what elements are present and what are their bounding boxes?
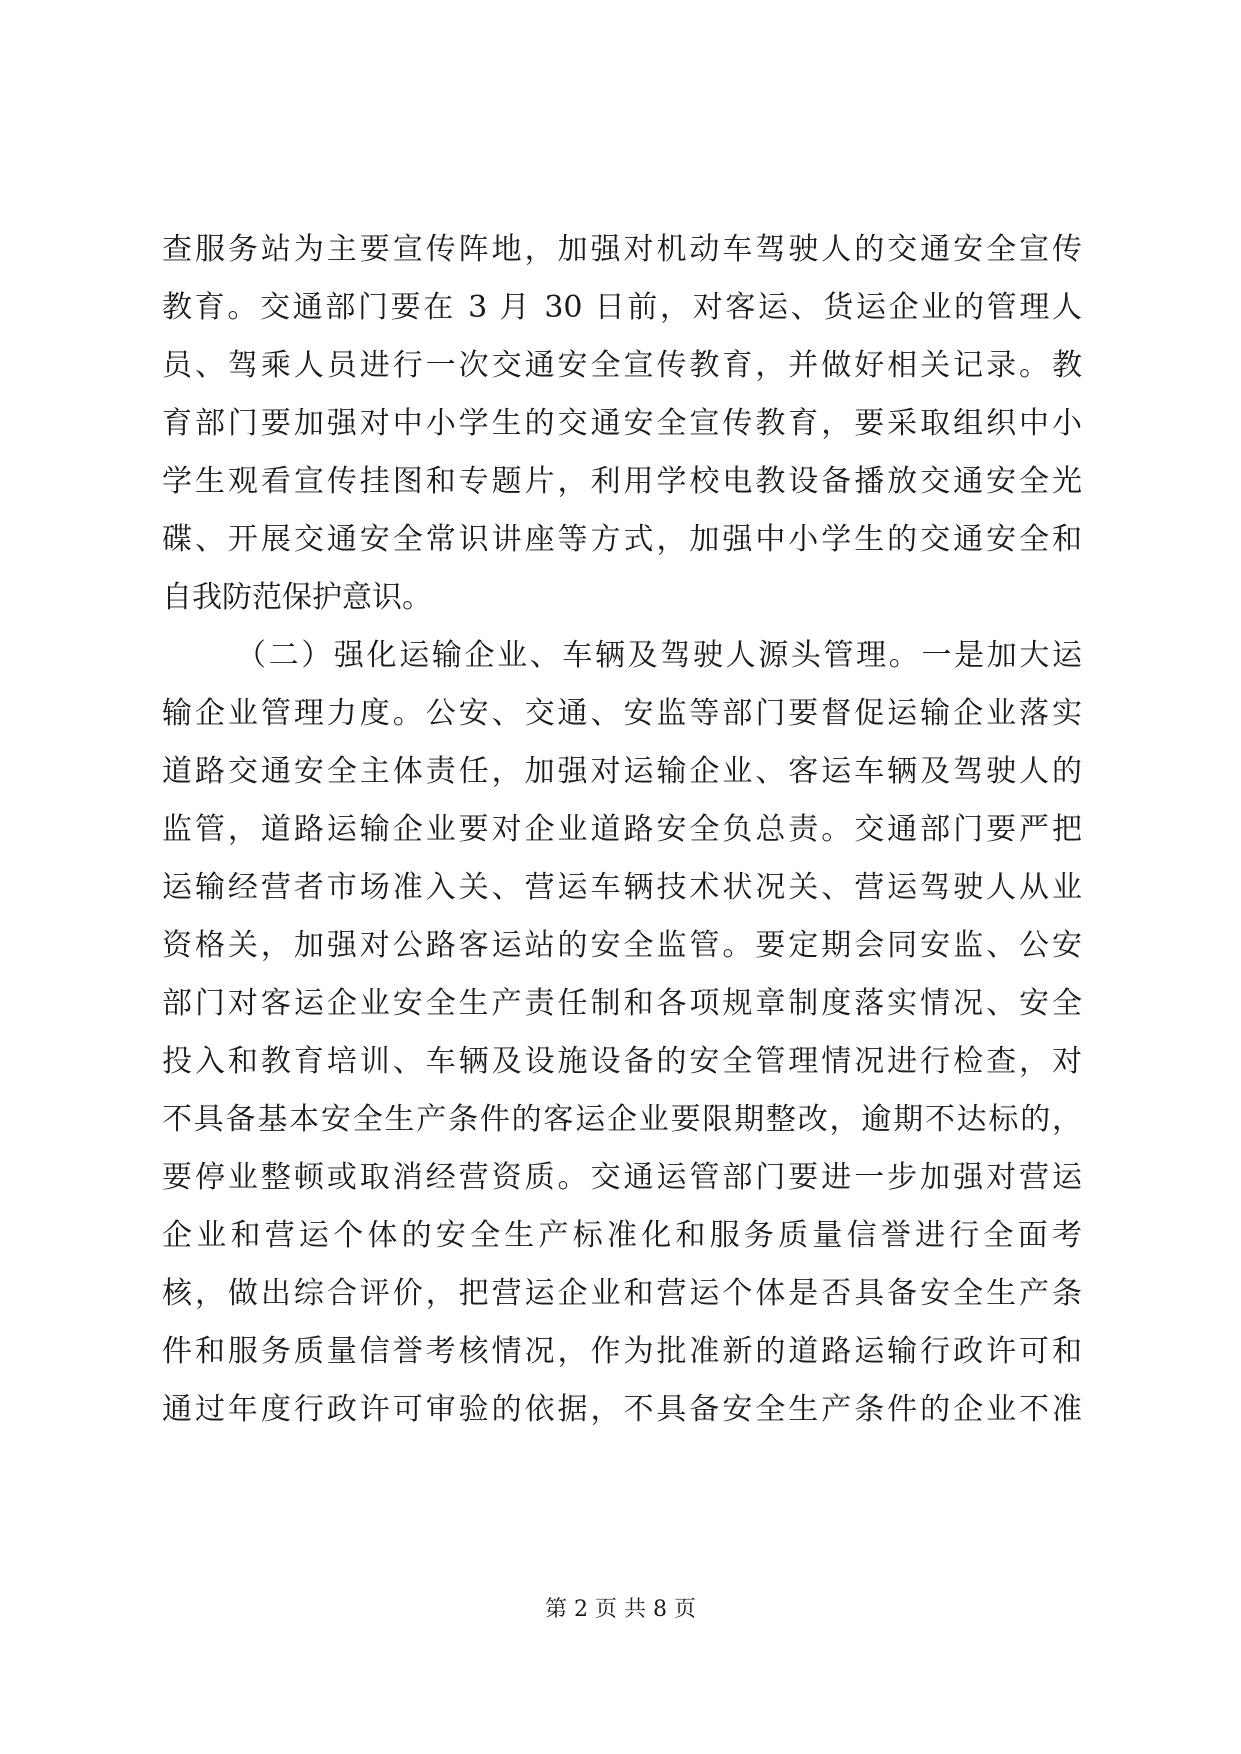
- text-line: 运输经营者市场准入关、营运车辆技术状况关、营运驾驶人从业: [162, 870, 1082, 905]
- text-line: 件和服务质量信誉考核情况，作为批准新的道路运输行政许可和: [162, 1334, 1082, 1369]
- text-line: 碟、开展交通安全常识讲座等方式，加强中小学生的交通安全和: [162, 522, 1082, 557]
- text-line: 核，做出综合评价，把营运企业和营运个体是否具备安全生产条: [162, 1276, 1082, 1311]
- page-number: 第 2 页 共 8 页: [545, 1597, 696, 1622]
- text-line: 通过年度行政许可审验的依据，不具备安全生产条件的企业不准: [162, 1392, 1082, 1427]
- text-line: （二）强化运输企业、车辆及驾驶人源头管理。一是加大运: [236, 638, 1082, 673]
- text-line: 企业和营运个体的安全生产标准化和服务质量信誉进行全面考: [162, 1218, 1082, 1253]
- text-line: 教育。交通部门要在 3 月 30 日前，对客运、货运企业的管理人: [162, 290, 1082, 325]
- page-footer: [0, 1592, 1241, 1623]
- text-line: 部门对客运企业安全生产责任制和各项规章制度落实情况、安全: [162, 986, 1082, 1021]
- text-line: 输企业管理力度。公安、交通、安监等部门要督促运输企业落实: [162, 696, 1082, 731]
- text-line: 查服务站为主要宣传阵地，加强对机动车驾驶人的交通安全宣传: [162, 232, 1082, 267]
- text-line: 资格关，加强对公路客运站的安全监管。要定期会同安监、公安: [162, 928, 1082, 963]
- text-line: 道路交通安全主体责任，加强对运输企业、客运车辆及驾驶人的: [162, 754, 1082, 789]
- text-line: 监管，道路运输企业要对企业道路安全负总责。交通部门要严把: [162, 812, 1082, 847]
- text-line: 自我防范保护意识。: [162, 580, 432, 615]
- paragraph-2: [162, 627, 1082, 1439]
- text-line: 不具备基本安全生产条件的客运企业要限期整改，逾期不达标的，: [162, 1102, 1082, 1137]
- text-line: 员、驾乘人员进行一次交通安全宣传教育，并做好相关记录。教: [162, 348, 1082, 383]
- body-text: [162, 221, 1082, 1439]
- text-line: 投入和教育培训、车辆及设施设备的安全管理情况进行检查，对: [162, 1044, 1082, 1079]
- text-line: 育部门要加强对中小学生的交通安全宣传教育，要采取组织中小: [162, 406, 1082, 441]
- text-line: 学生观看宣传挂图和专题片，利用学校电教设备播放交通安全光: [162, 464, 1082, 499]
- text-line: 要停业整顿或取消经营资质。交通运管部门要进一步加强对营运: [162, 1160, 1082, 1195]
- paragraph-1: [162, 221, 1082, 627]
